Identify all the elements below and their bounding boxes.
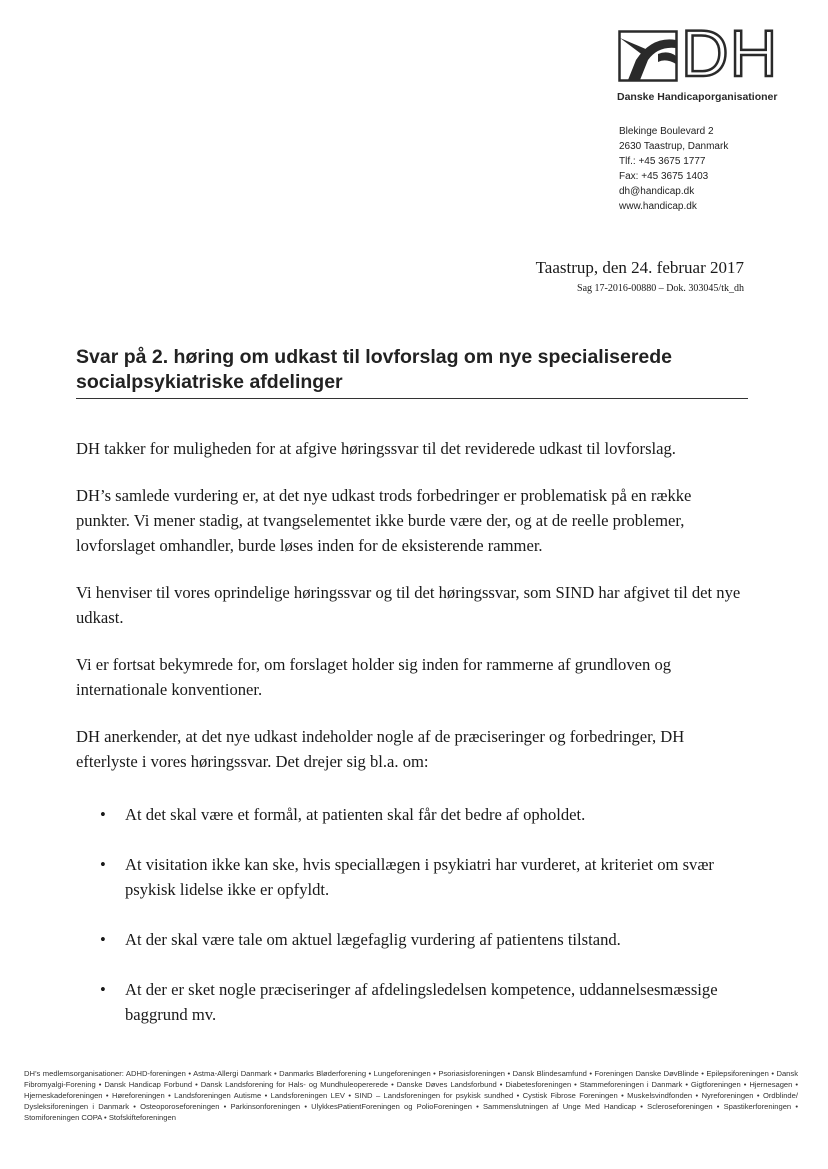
letter-body	[76, 436, 748, 1052]
subject-divider	[76, 398, 748, 399]
list-item-text: At visitation ikke kan ske, hvis speciallægen i psykiatri har vurderet, at kriteriet om svær psykisk lidelse ikke er opfyldt.	[125, 855, 714, 899]
list-item-text: At der skal være tale om aktuel lægefaglig vurdering af patientens tilstand.	[125, 930, 621, 949]
list-item-text: At det skal være et formål, at patienten skal får det bedre af opholdet.	[125, 805, 586, 824]
logo-letters: DH	[681, 16, 779, 90]
paragraph: Vi henviser til vores oprindelige høringssvar og til det høringssvar, som SIND har afgivet til det nye udkast.	[76, 583, 741, 627]
sender-address	[619, 124, 728, 214]
address-fax: Fax: +45 3675 1403	[619, 171, 709, 182]
dh-logo	[615, 16, 781, 108]
list-item-text: At der er sket nogle præciseringer af afdelingsledelsen kompetence, uddannelsesmæssige baggrund mv.	[125, 980, 718, 1024]
address-email[interactable]: dh@handicap.dk	[619, 186, 695, 197]
member-organisations-footer: DH’s medlemsorganisationer: ADHD-foreningen • Astma-Allergi Danmark • Danmarks Bløderforening • Lungeforeningen • Psoriasisforeningen • Dansk Blindesamfund • Foreningen Danske DøvBlinde • Epilepsiforeningen • Dansk Fibromyalgi-Forening • Dansk Handicap Forbund • Dansk Landsforening for Hals- og Mundhuleopererede • Danske Døves Landsforbund • Diabetesforeningen • Stammeforeningen i Danmark • Gigtforeningen • Hjernesagen • Hjerneskadeforeningen • Høreforeningen • Landsforeningen Autisme • Landsforeningen LEV • SIND – Landsforeningen for psykisk sundhed • Cystisk Fibrose Foreningen • Muskelsvindfonden • Nyreforeningen • Ordblinde/ Dysleksiforeningen i Danmark • Osteoporoseforeningen • Parkinsonforeningen • UlykkesPatientForeningen og PolioForeningen • Sammenslutningen af Unge Med Handicap • Scleroseforeningen • Spastikerforeningen • Stomiforeningen COPA • Stofskifteforeningen	[24, 1069, 798, 1122]
list-item	[76, 927, 748, 952]
list-item	[76, 852, 748, 902]
bullet-icon: •	[100, 855, 106, 874]
logo-org-name: Danske Handicaporganisationer	[617, 91, 778, 103]
bullet-icon: •	[100, 805, 106, 824]
paragraph: DH’s samlede vurdering er, at det nye udkast trods forbedringer er problematisk på en række punkter. Vi mener stadig, at tvangselementet ikke burde være der, og at de reelle problemer, lovforslaget omhandler, burde løses inden for de eksisterende rammer.	[76, 486, 692, 555]
address-city: 2630 Taastrup, Danmark	[619, 141, 729, 152]
bird-logo-icon	[618, 30, 678, 82]
bullet-icon: •	[100, 980, 106, 999]
paragraph: Vi er fortsat bekymrede for, om forslaget holder sig inden for rammerne af grundloven og internationale konventioner.	[76, 655, 672, 699]
case-reference: Sag 17-2016-00880 – Dok. 303045/tk_dh	[577, 283, 744, 294]
list-item	[76, 802, 748, 827]
letter-subject: Svar på 2. høring om udkast til lovforslag om nye specialiserede socialpsykiatriske afdelinger	[76, 346, 673, 393]
bullet-list	[76, 802, 748, 1027]
address-web[interactable]: www.handicap.dk	[619, 201, 697, 212]
date-line: Taastrup, den 24. februar 2017	[535, 258, 744, 277]
address-phone: Tlf.: +45 3675 1777	[619, 156, 706, 167]
bullet-icon: •	[100, 930, 106, 949]
paragraph: DH takker for muligheden for at afgive høringssvar til det reviderede udkast til lovforslag.	[76, 439, 676, 458]
paragraph: DH anerkender, at det nye udkast indeholder nogle af de præciseringer og forbedringer, DH efterlyste i vores høringssvar. Det drejer sig bl.a. om:	[76, 727, 685, 771]
address-street: Blekinge Boulevard 2	[619, 126, 714, 137]
list-item	[76, 977, 748, 1027]
